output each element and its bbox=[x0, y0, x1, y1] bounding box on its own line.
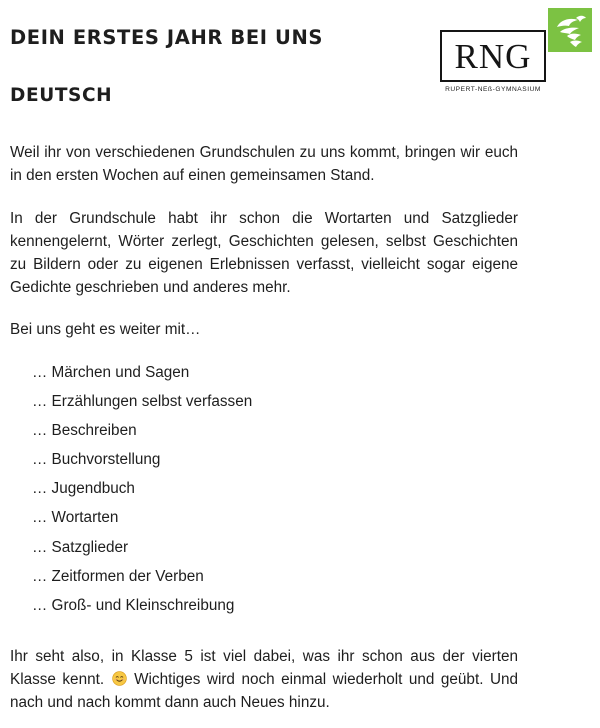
list-item: … Buchvorstellung bbox=[32, 451, 161, 469]
stylized-hand-bird-icon bbox=[548, 8, 592, 52]
closing-text-end: Wichtiges wird noch einmal wiederholt und geübt. Und nach und nach kommt dann auch Neues hinzu. bbox=[10, 671, 519, 711]
list-item: … Satzglieder bbox=[32, 538, 129, 556]
list-item: … Jugendbuch bbox=[32, 480, 135, 498]
list-item: … Wortarten bbox=[32, 509, 119, 527]
weiter-paragraph: Bei uns geht es weiter mit… bbox=[10, 321, 201, 338]
list-item: … Zeitformen der Verben bbox=[32, 567, 204, 585]
school-logo bbox=[440, 30, 546, 82]
list-item: … Beschreiben bbox=[32, 422, 137, 440]
intro-paragraph: Weil ihr von verschiedenen Grundschulen zu uns kommt, bringen wir euch in den ersten Wochen auf einen gemeinsamen Stand. bbox=[10, 144, 518, 184]
logo-subtitle: RUPERT-NEß-GYMNASIUM bbox=[445, 86, 541, 93]
page-title: DEIN ERSTES JAHR BEI UNS bbox=[10, 26, 324, 49]
topic-list bbox=[32, 361, 252, 623]
list-item: … Erzählungen selbst verfassen bbox=[32, 393, 253, 411]
corner-badge bbox=[548, 8, 592, 52]
section-title: DEUTSCH bbox=[10, 85, 113, 106]
closing-paragraph bbox=[10, 645, 518, 714]
closing-text-start: Ihr seht also, in Klasse 5 ist viel dabei, was ihr schon aus der vierten Klasse kennt. bbox=[10, 648, 518, 688]
logo-letters: RNG bbox=[454, 36, 532, 76]
list-item: … Groß- und Kleinschreibung bbox=[32, 596, 235, 614]
list-item: … Märchen und Sagen bbox=[32, 364, 190, 381]
smiling-face-icon bbox=[112, 671, 127, 686]
grundschule-paragraph: In der Grundschule habt ihr schon die Wortarten und Satzglieder kennengelernt, Wörter zerlegt, Geschichten gelesen, selbst Geschichten zu Bildern oder zu eigenen Erlebnissen verfasst, vielleicht sogar eigene Gedichte geschrieben und anderes mehr. bbox=[10, 210, 518, 296]
